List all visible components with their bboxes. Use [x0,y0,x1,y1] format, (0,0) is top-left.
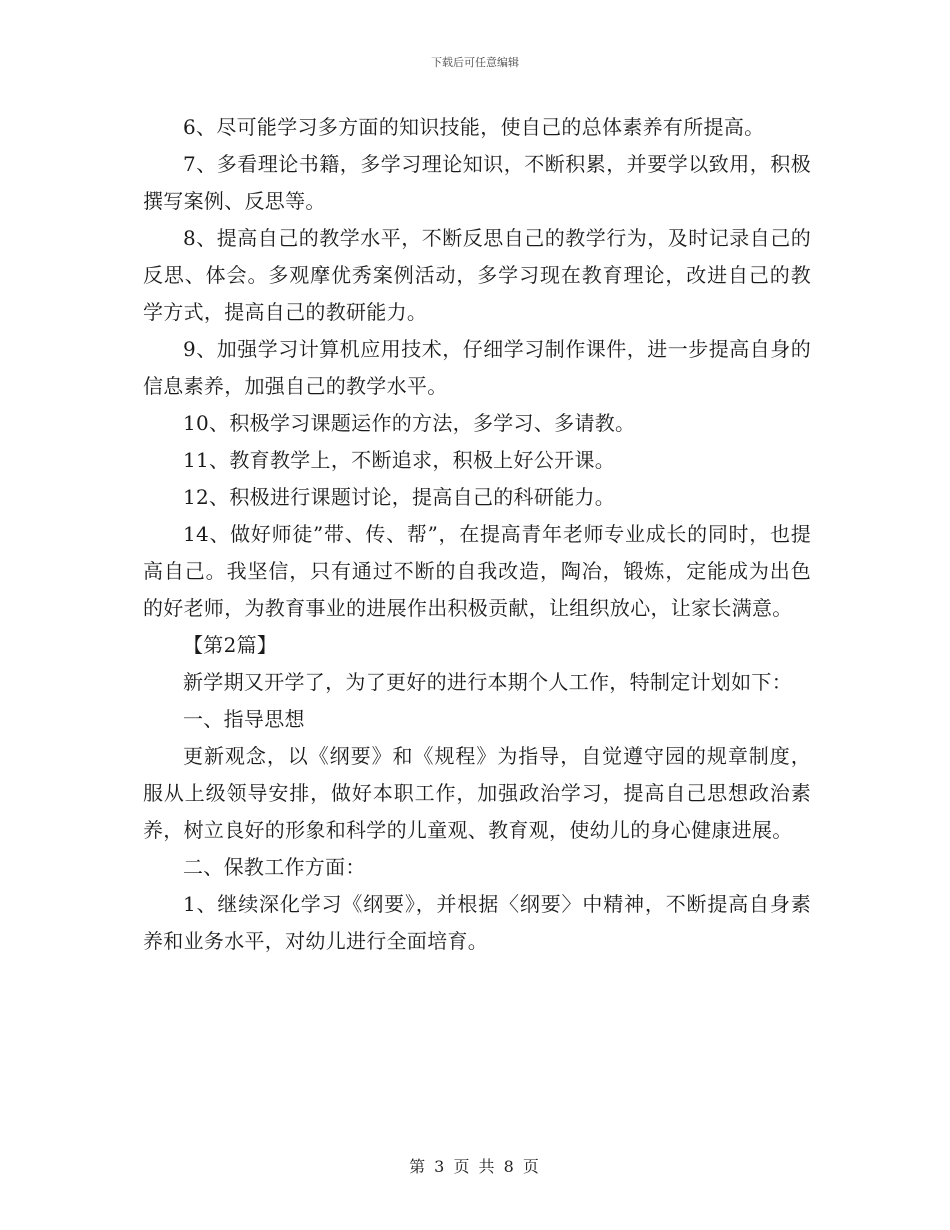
section-heading-guiding-ideology: 一、指导思想 [183,707,305,731]
page-header: 下载后可任意编辑 [431,56,519,69]
page-footer: 第 3 页 共 8 页 [409,1157,541,1176]
paragraph-item-14: 14、做好师徒”带、传、帮”，在提高青年老师专业成长的同时，也提高自己。我坚信，只有通过不断的自我改造，陶冶，锻炼，定能成为出色的好老师，为教育事业的进展作出积极贡献，让组织放心，让家长满意。 [143,522,811,620]
paragraph-item-8: 8、提高自己的教学水平，不断反思自己的教学行为，及时记录自己的反思、体会。多观摩优秀案例活动，多学习现在教育理论，改进自己的教学方式，提高自己的教研能力。 [143,226,811,324]
section-heading-care-education: 二、保教工作方面： [183,855,366,879]
paragraph-item-11: 11、教育教学上，不断追求，积极上好公开课。 [183,448,616,472]
paragraph-care-item-1: 1、继续深化学习《纲要》，并根据〈纲要〉中精神，不断提高自身素养和业务水平，对幼儿进行全面培育。 [143,892,811,953]
paragraph-intro: 新学期又开学了，为了更好的进行本期个人工作，特制定计划如下： [183,670,792,694]
paragraph-item-9: 9、加强学习计算机应用技术，仔细学习制作课件，进一步提高自身的信息素养，加强自己的教学水平。 [143,337,811,398]
paragraph-item-6: 6、尽可能学习多方面的知识技能，使自己的总体素养有所提高。 [183,115,765,139]
paragraph-item-12: 12、积极进行课题讨论，提高自己的科研能力。 [183,485,616,509]
document-body [143,109,811,960]
paragraph-item-7: 7、多看理论书籍，多学习理论知识，不断积累，并要学以致用，积极撰写案例、反思等。 [143,152,811,213]
section-heading-part-2: 【第2篇】 [183,633,278,657]
paragraph-guiding-ideology: 更新观念，以《纲要》和《规程》为指导，自觉遵守园的规章制度，服从上级领导安排，做好本职工作，加强政治学习，提高自己思想政治素养，树立良好的形象和科学的儿童观、教育观，使幼儿的身心健康进展。 [143,744,811,842]
paragraph-item-10: 10、积极学习课题运作的方法，多学习、多请教。 [183,411,636,435]
